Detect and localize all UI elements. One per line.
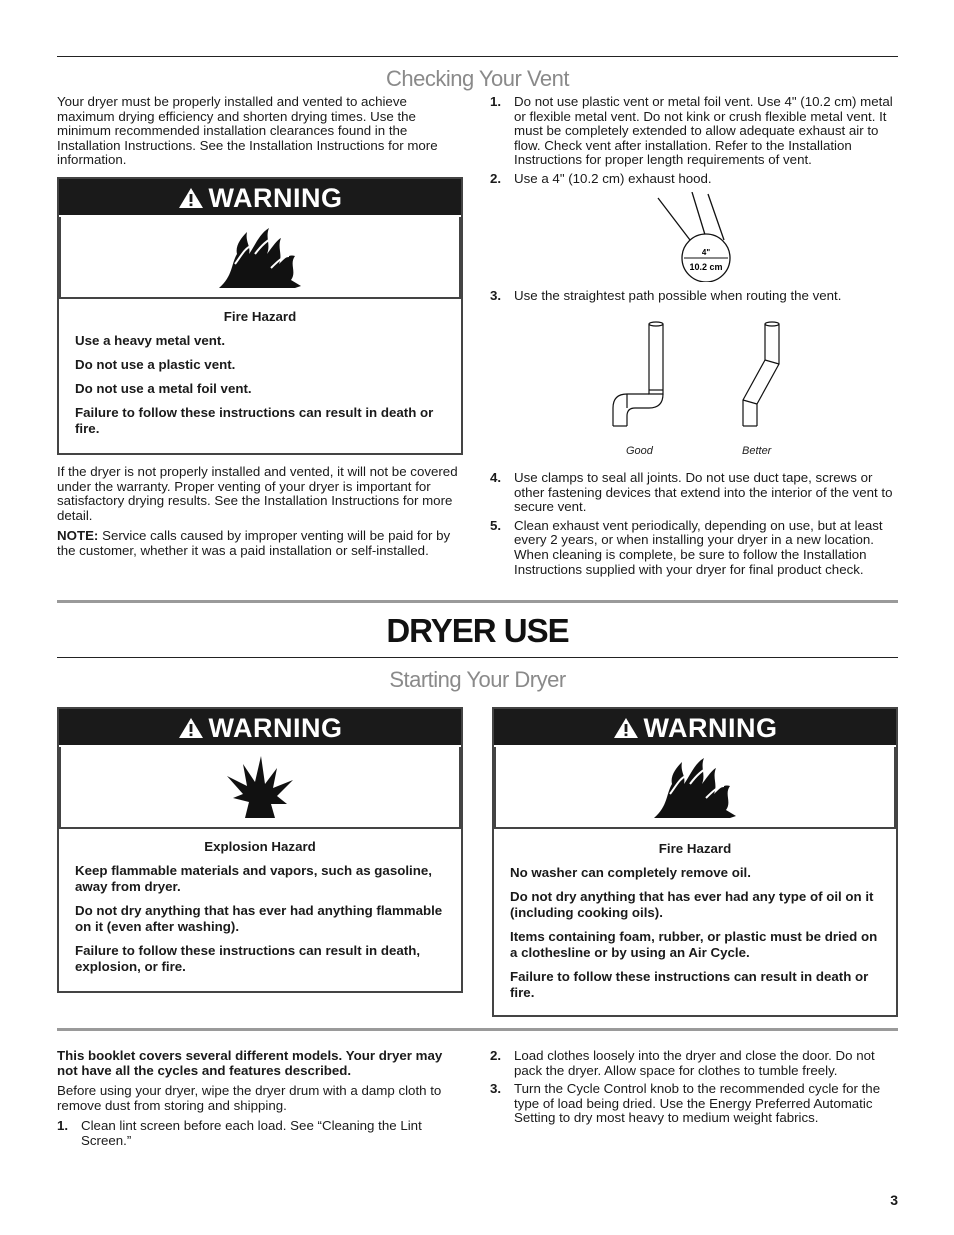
warning-line: Failure to follow these instructions can result in death or fire. <box>510 969 869 1000</box>
hood-line <box>658 198 690 240</box>
warning-line: Use a heavy metal vent. <box>75 333 226 348</box>
booklet-note: This booklet covers several different models. Your dryer may not have all the cycles and features described. <box>57 1048 443 1078</box>
hazard-title: Explosion Hazard <box>204 839 316 854</box>
warning-box-vent-fire <box>57 177 463 455</box>
vent-note <box>57 529 462 558</box>
vent-steps-column-a <box>490 95 900 190</box>
caption-better: Better <box>742 445 772 457</box>
before-use-text: Before using your dryer, wipe the dryer drum with a damp cloth to remove dust from storing and shipping. <box>57 1083 442 1113</box>
hood-label-inch: 4" <box>701 248 711 257</box>
vent-step: 5. Clean exhaust vent periodically, depending on use, but at least every 2 years, or when installing your dryer in a new location. When cleaning is complete, be sure to follow the Installation Instructions supplied with your dryer for final product check. <box>490 517 883 577</box>
page-title-dryer-use: DRYER USE <box>386 612 569 649</box>
warning-line: Items containing foam, rubber, or plastic must be dried on a clothesline or by using an Air Cycle. <box>510 929 878 960</box>
starting-step: 2. Load clothes loosely into the dryer and close the door. Do not pack the dryer. Allow space for clothes to tumble freely. <box>490 1048 875 1078</box>
warning-header <box>59 709 461 745</box>
title-rule <box>57 657 898 658</box>
warning-triangle-icon <box>178 181 204 219</box>
note-label: NOTE: <box>57 528 99 544</box>
caption-good: Good <box>626 445 653 457</box>
warning-body <box>59 829 461 989</box>
warning-header <box>59 179 461 215</box>
vent-steps-column-b <box>490 289 900 307</box>
starting-step: 1. Clean lint screen before each load. See “Cleaning the Lint Screen.” <box>57 1118 422 1148</box>
section-title-starting-dryer: Starting Your Dryer <box>389 667 566 692</box>
warning-line: Do not dry anything that has ever had any type of oil on it (including cooking oils). <box>510 889 874 920</box>
section-divider <box>57 1028 898 1031</box>
vent-step: 2. Use a 4" (10.2 cm) exhaust hood. <box>490 170 712 186</box>
warning-line: Keep flammable materials and vapors, such as gasoline, away from dryer. <box>75 863 432 894</box>
warning-triangle-icon <box>178 711 204 749</box>
vent-step: 4. Use clamps to seal all joints. Do not use duct tape, screws or other fastening devices that extend into the interior of the vent to secure vent. <box>490 470 893 515</box>
section-divider <box>57 600 898 603</box>
top-rule <box>57 56 898 57</box>
starting-step: 3. Turn the Cycle Control knob to the recommended cycle for the type of load being dried. Use the Energy Preferred Automatic Setting to dry most heavy to medium weight fabrics. <box>490 1081 881 1126</box>
good-vent-path <box>613 322 663 426</box>
vent-step: 1. Do not use plastic vent or metal foil vent. Use 4" (10.2 cm) metal or flexible metal vent. Do not kink or crush flexible metal vent. It must be completely extended to allow adequate exhaust air to flow. Check vent after installation. Refer to the Installation Instructions for proper length requirements of vent. <box>490 94 893 168</box>
warning-line: Do not use a metal foil vent. <box>75 381 252 396</box>
explosion-icon <box>59 747 461 829</box>
vent-steps-column-c <box>490 471 900 580</box>
warning-header-text: WARNING <box>208 183 343 213</box>
warning-body <box>494 829 896 1015</box>
warning-line: Failure to follow these instructions can result in death, explosion, or fire. <box>75 943 421 974</box>
starting-right-column <box>490 1049 900 1129</box>
note-text: Service calls caused by improper venting will be paid for by the customer, whether it was a paid installation or self-installed. <box>57 528 451 558</box>
hood-line <box>708 194 724 240</box>
hood-line <box>692 192 706 238</box>
starting-left-column <box>57 1049 462 1152</box>
warning-line: No washer can completely remove oil. <box>510 865 751 880</box>
warning-header-text: WARNING <box>643 713 778 743</box>
warning-triangle-icon <box>613 711 639 749</box>
better-vent-path <box>743 322 779 426</box>
page-number: 3 <box>890 1192 898 1208</box>
hazard-title: Fire Hazard <box>658 841 732 856</box>
warning-box-explosion <box>57 707 463 993</box>
vent-warranty-text: If the dryer is not properly installed and vented, it will not be covered under the warranty. Proper venting of your dryer is important for satisfactory drying results. See the Installation Instructions for more detail. <box>57 464 458 523</box>
warning-line: Do not dry anything that has ever had anything flammable on it (even after washing). <box>75 903 443 934</box>
hood-label-cm: 10.2 cm <box>689 262 723 272</box>
vent-step: 3. Use the straightest path possible when routing the vent. <box>490 288 842 303</box>
vent-routing-diagram <box>605 320 795 440</box>
vent-intro-column <box>57 95 462 174</box>
warning-body <box>59 299 461 451</box>
warning-box-oil-fire <box>492 707 898 1017</box>
exhaust-hood-diagram <box>650 192 740 282</box>
vent-warranty-column <box>57 465 462 565</box>
warning-header <box>494 709 896 745</box>
hazard-title: Fire Hazard <box>223 309 297 324</box>
section-title-checking-vent: Checking Your Vent <box>385 66 570 91</box>
fire-icon <box>494 747 896 829</box>
warning-line: Do not use a plastic vent. <box>75 357 236 372</box>
vent-intro-text: Your dryer must be properly installed and vented to achieve maximum drying efficiency and shorten drying times. Use the minimum recommended installation clearances found in the Installation Instructions. See the Installation Instructions for more information. <box>57 94 438 168</box>
warning-header-text: WARNING <box>208 713 343 743</box>
fire-icon <box>59 217 461 299</box>
warning-line: Failure to follow these instructions can result in death or fire. <box>75 405 434 436</box>
